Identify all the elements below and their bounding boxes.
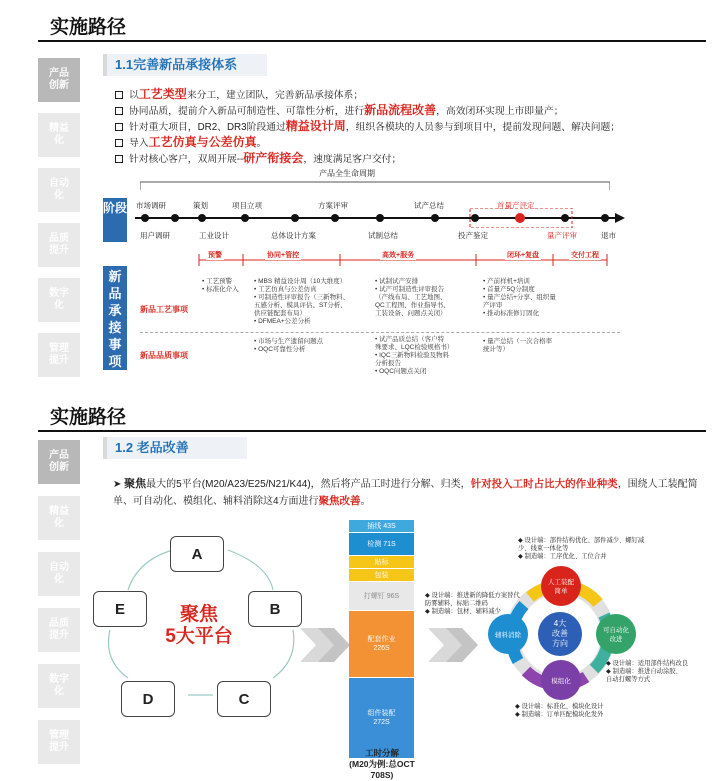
bullet-1: 以工艺类型来分工，建立团队，完善新品承接体系； — [113, 87, 703, 103]
row2-col4: • 量产总结（一次合格率 统计等） — [483, 338, 553, 353]
tl-bot-4: 试制总结 — [368, 231, 398, 240]
pentagon-node-e: E — [93, 591, 147, 627]
tl-bot-6: 量产评审 — [547, 231, 577, 240]
tl-bot-5: 投产鉴定 — [458, 231, 488, 240]
sidebar-item-quality[interactable]: 品质提升 — [38, 223, 80, 267]
stack-segment-1: 插线 43S — [349, 520, 414, 532]
sidebar-item-mgmt[interactable]: 管理提升 — [38, 333, 80, 377]
cycle-node-aux: 辅料消除 — [488, 614, 528, 654]
stack-caption: 工时分解 (M20为例:总OCT 708S) — [349, 748, 415, 780]
row2-col2: • 市场与生产遗留问题点 • OQC可靠性分析 — [254, 338, 324, 353]
phase-5: 交付工程 — [571, 252, 599, 259]
phase-4: 闭环+复盘 — [507, 252, 540, 259]
focus-center-text: 聚焦 5大平台 — [165, 604, 233, 647]
lifecycle-label: 产品全生命周期 — [315, 168, 379, 179]
timeline — [135, 208, 625, 228]
vertical-label: 新品承接事项 — [103, 266, 127, 370]
subheading-bar-1 — [103, 54, 267, 76]
bullet-4: 导入工艺仿真与公差仿真。 — [113, 135, 703, 151]
tl-bot-1: 用户调研 — [140, 231, 170, 240]
title-underline-1 — [38, 40, 706, 42]
sidebar2-item-mgmt[interactable]: 管理提升 — [38, 720, 80, 764]
note-aux: ◆ 设计端：推进新的降低方案替代 防雾辅料，标贴二维码 ◆ 制造端：包材、辅料减少 — [425, 592, 520, 615]
stack-segment-4: 包装 — [349, 569, 414, 581]
subheading-2: 1.2 老品改善 — [115, 440, 189, 455]
tl-top-6: 首量产评定 — [497, 201, 535, 210]
page-title-1: 实施路径 — [50, 17, 127, 38]
tl-top-1: 市场调研 — [136, 201, 166, 210]
row1-col2: • MBS 精益设计周（10大维度） • 工艺仿真与公差仿真 • 可制造性评审报告（三新物料、 五感分析、模具评估、ST分析、 供应链配套布局） • DFMEA+公差分析 — [254, 278, 350, 325]
phase-2: 协同+管控 — [267, 252, 300, 259]
cycle-node-auto: 可自动化改进 — [596, 614, 636, 654]
sidebar2-item-quality[interactable]: 品质提升 — [38, 608, 80, 652]
pentagon-node-b: B — [248, 591, 302, 627]
tl-top-4: 方案评审 — [318, 201, 348, 210]
bullet-list-1 — [113, 87, 703, 167]
pentagon-node-c: C — [217, 681, 271, 717]
sidebar-item-lean[interactable]: 精益化 — [38, 113, 80, 157]
intro-text: ➤ 聚焦最大的5平台(M20/A23/E25/N21/K44)，然后将产品工时进行分解、归类，针对投入工时占比大的作业种类，围绕人工装配简单、可自动化、模组化、辅料消除这4方面进行聚焦改善。 — [113, 478, 698, 507]
sidebar2-item-digital[interactable]: 数字化 — [38, 664, 80, 708]
tl-top-3: 项目立项 — [232, 201, 262, 210]
sidebar2-item-auto[interactable]: 自动化 — [38, 552, 80, 596]
tl-top-5: 试产总结 — [414, 201, 444, 210]
tl-bot-3: 总体设计方案 — [271, 231, 316, 240]
sidebar-item-digital[interactable]: 数字化 — [38, 278, 80, 322]
row-divider — [140, 332, 620, 333]
note-module: ◆ 设计端：标准化、模块化设计 ◆ 制造端：订单匹配模块化发外 — [515, 703, 604, 718]
stack-segment-2: 检测 71S — [349, 533, 414, 555]
sidebar-item-product[interactable]: 产品创新 — [38, 58, 80, 102]
sidebar2-item-lean[interactable]: 精益化 — [38, 496, 80, 540]
page-title-2: 实施路径 — [50, 407, 127, 428]
subheading-1: 1.1完善新品承接体系 — [115, 57, 238, 72]
row2-col3: • 试产品质总结（客户特 殊要求、LQC检验规格书） • IQC三新物料检验及物料 分析报告 • OQC问题点关闭 — [375, 336, 454, 375]
stack-segment-7: 组件装配 272S — [349, 678, 414, 758]
pentagon-node-a: A — [170, 536, 224, 572]
stack-segment-3: 贴标 — [349, 556, 414, 568]
stage-label: 阶段 — [103, 198, 127, 242]
row1-col1: • 工艺预警 • 标准化介入 — [202, 278, 239, 293]
tl-bot-7: 退市 — [601, 231, 616, 240]
stack-segment-6: 配套作业 226S — [349, 611, 414, 677]
cycle-center: 4大 改善 方向 — [538, 612, 582, 656]
cycle-node-module: 模组化 — [541, 660, 581, 700]
tl-top-2: 策划 — [193, 201, 208, 210]
cycle-node-manual: 人工装配简单 — [541, 566, 581, 606]
bullet-2: 协同品质，提前介入新品可制造性、可靠性分析，进行新品流程改善，高效闭环实现上市即量产； — [113, 103, 703, 119]
subheading-bar-2 — [103, 437, 247, 459]
row1-col4: • 产前样机+培训 • 首量产5Q分制度 • 量产总结+分享、组织量 产评审 • 推动标准修订固化 — [483, 278, 556, 317]
note-manual: ◆ 设计端：部件结构优化、部件减少、螺钉减 少、线束一体化等 ◆ 制造端：工序优化、工位合并 — [518, 537, 645, 560]
row2-label: 新品品质事项 — [140, 351, 188, 360]
note-auto: ◆ 设计端：适用部件结构改良 ◆ 制造端：推进自动涂胶、 自动打螺等方式 — [606, 660, 689, 683]
bullet-5: 针对核心客户，双周开展--研产衔接会，速度满足客户交付； — [113, 151, 703, 167]
sidebar2-item-product[interactable]: 产品创新 — [38, 440, 80, 484]
title-underline-2 — [38, 430, 706, 432]
phase-3: 高效+服务 — [382, 252, 415, 259]
stack-segment-5: 打螺钉 96S — [349, 582, 414, 610]
bullet-3: 针对重大项目，DR2、DR3阶段通过精益设计周，组织各模块的人员参与到项目中，提前发现问题、解决问题； — [113, 119, 703, 135]
arrow-right-2 — [428, 628, 478, 662]
sidebar-item-auto[interactable]: 自动化 — [38, 168, 80, 212]
tl-bot-2: 工业设计 — [199, 231, 229, 240]
pentagon-node-d: D — [121, 681, 175, 717]
arrow-right-1 — [300, 628, 350, 662]
row1-label: 新品工艺事项 — [140, 305, 188, 314]
phase-1: 预警 — [208, 252, 222, 259]
row1-col3: • 试制试产安排 • 试产可制造性评审报告 （产线布局、工艺地图、 QC工程图、作业指导书、 工装设备、问题点关闭） — [375, 278, 450, 317]
